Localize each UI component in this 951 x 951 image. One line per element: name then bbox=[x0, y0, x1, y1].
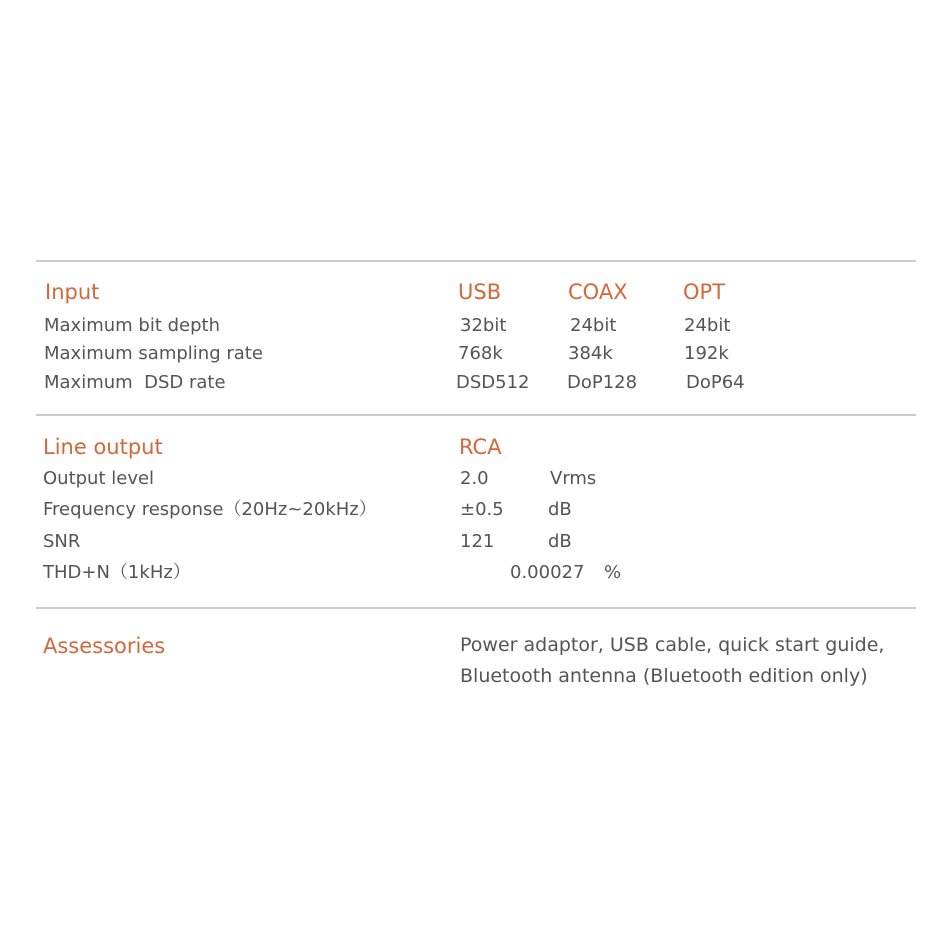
column-rca: RCA bbox=[459, 435, 502, 459]
divider-top bbox=[36, 260, 916, 262]
row-label-dsd-rate: Maximum DSD rate bbox=[44, 372, 226, 393]
divider-output-accessories bbox=[36, 607, 916, 609]
column-usb: USB bbox=[458, 280, 502, 304]
accessories-line-2: Bluetooth antenna (Bluetooth edition only) bbox=[460, 665, 868, 687]
snr-value: 121 bbox=[460, 531, 495, 552]
row-label-output-level: Output level bbox=[43, 468, 155, 489]
accessories-line-1: Power adaptor, USB cable, quick start guide, bbox=[460, 634, 885, 656]
usb-dsd-rate: DSD512 bbox=[456, 372, 530, 393]
opt-dsd-rate: DoP64 bbox=[686, 372, 745, 393]
opt-sampling-rate: 192k bbox=[684, 343, 729, 364]
line-output-heading: Line output bbox=[43, 435, 163, 459]
accessories-heading: Assessories bbox=[43, 634, 166, 658]
coax-sampling-rate: 384k bbox=[568, 343, 613, 364]
snr-unit: dB bbox=[548, 531, 572, 552]
opt-bit-depth: 24bit bbox=[684, 315, 731, 336]
thd-n-unit: % bbox=[604, 562, 622, 583]
output-level-value: 2.0 bbox=[460, 468, 489, 489]
coax-dsd-rate: DoP128 bbox=[567, 372, 638, 393]
output-level-unit: Vrms bbox=[550, 468, 597, 489]
divider-input-output bbox=[36, 414, 916, 416]
frequency-response-value: ±0.5 bbox=[460, 499, 504, 520]
thd-n-value: 0.00027 bbox=[510, 562, 585, 583]
row-label-bit-depth: Maximum bit depth bbox=[44, 315, 221, 336]
row-label-thd-n: THD+N（1kHz） bbox=[43, 562, 191, 583]
row-label-sampling-rate: Maximum sampling rate bbox=[44, 343, 263, 364]
column-coax: COAX bbox=[568, 280, 628, 304]
input-heading: Input bbox=[45, 280, 100, 304]
usb-bit-depth: 32bit bbox=[460, 315, 507, 336]
column-opt: OPT bbox=[683, 280, 726, 304]
coax-bit-depth: 24bit bbox=[570, 315, 617, 336]
usb-sampling-rate: 768k bbox=[458, 343, 503, 364]
frequency-response-unit: dB bbox=[548, 499, 572, 520]
row-label-frequency-response: Frequency response（20Hz~20kHz） bbox=[43, 499, 377, 520]
row-label-snr: SNR bbox=[43, 531, 81, 552]
